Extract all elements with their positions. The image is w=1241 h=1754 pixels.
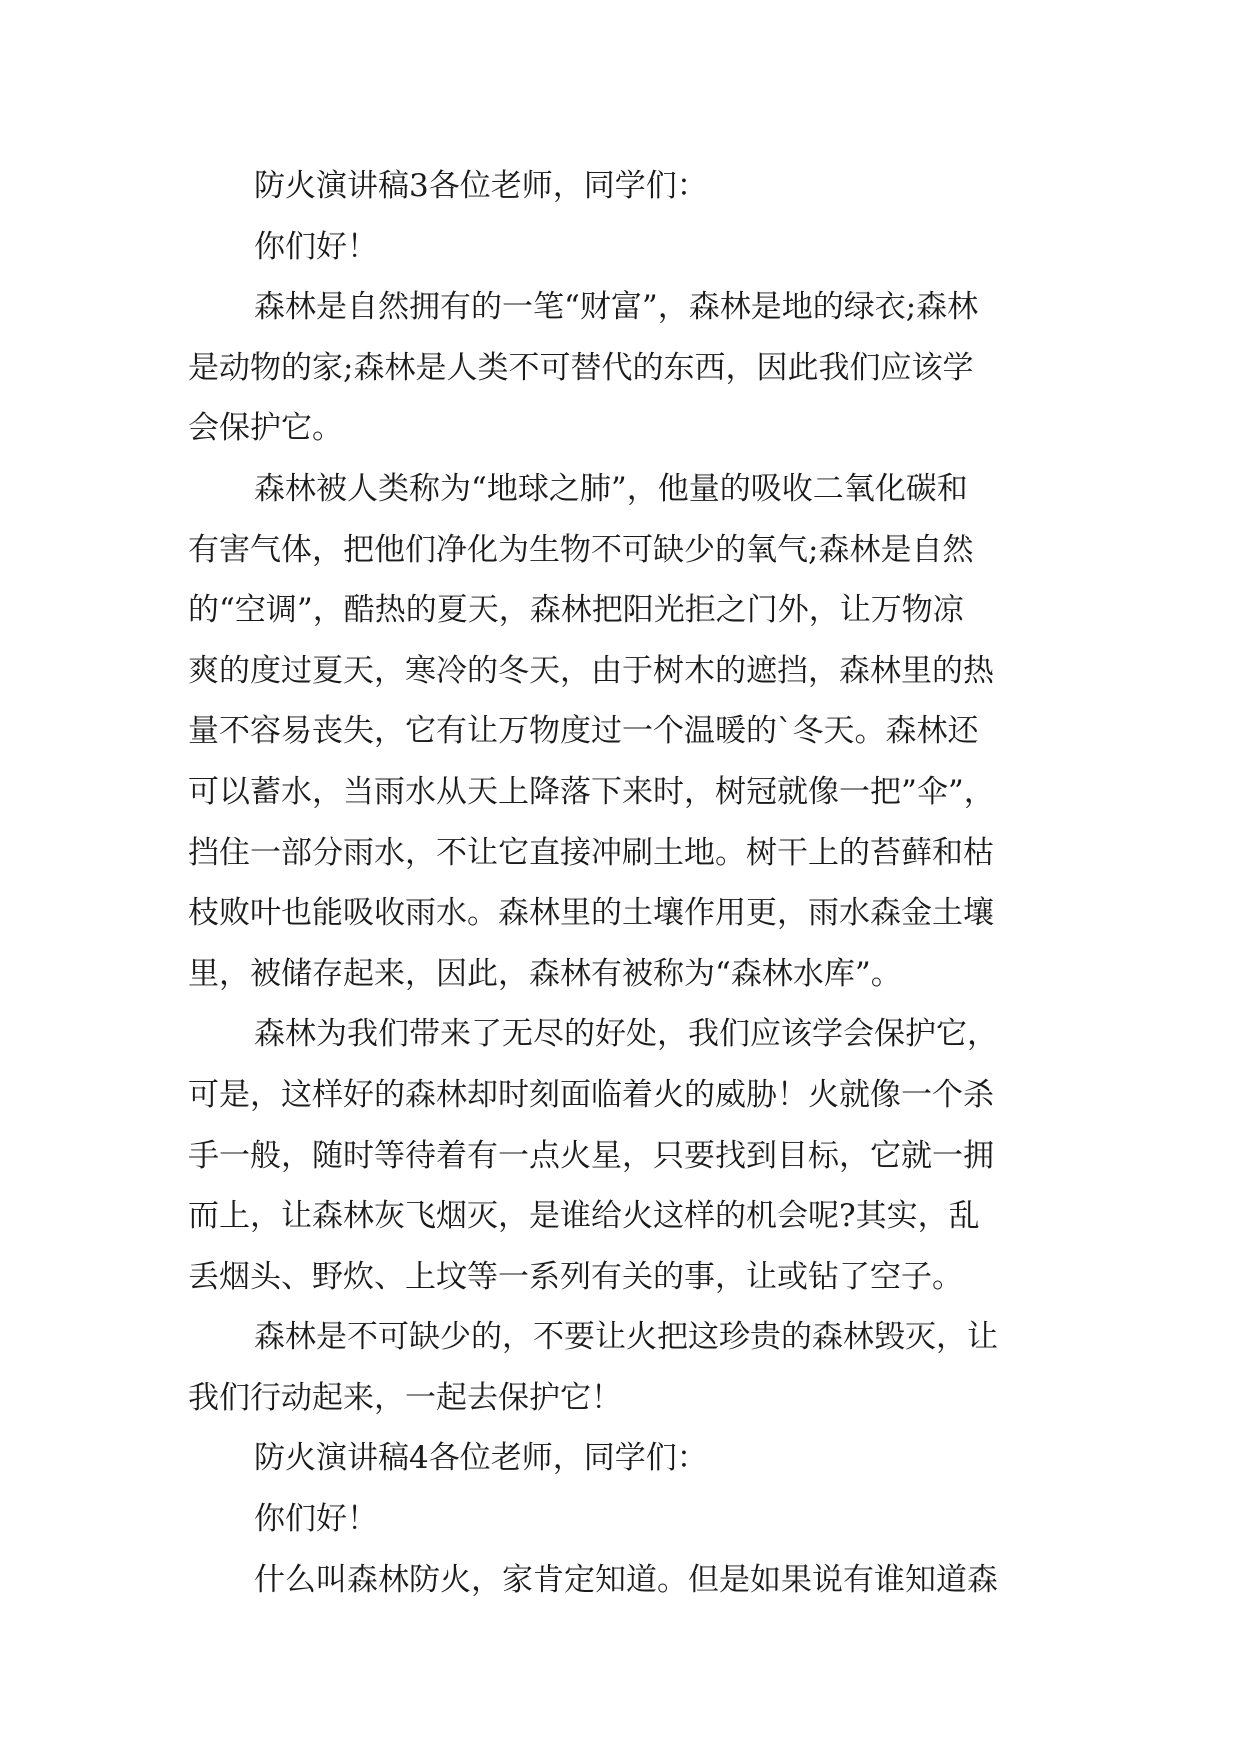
text-line: 的“空调”，酷热的夏天，森林把阳光拒之门外，让万物凉: [188, 592, 964, 629]
text-line: 森林是不可缺少的，不要让火把这珍贵的森林毁灭，让: [254, 1319, 998, 1356]
text-line: 手一般，随时等待着有一点火星，只要找到目标，它就一拥: [188, 1137, 994, 1174]
text-line: 丢烟头、野炊、上坟等一系列有关的事，让或钻了空子。: [188, 1258, 963, 1295]
text-line: 是动物的家;森林是人类不可替代的东西，因此我们应该学: [188, 349, 974, 386]
text-line: 你们好！: [254, 1501, 378, 1538]
text-line: 防火演讲稿4各位老师，同学们：: [254, 1440, 708, 1477]
text-line: 你们好！: [254, 228, 378, 265]
text-line: 爽的度过夏天，寒冷的冬天，由于树木的遮挡，森林里的热: [188, 652, 994, 689]
text-line: 会保护它。: [188, 410, 343, 447]
text-line: 森林为我们带来了无尽的好处，我们应该学会保护它，: [254, 1016, 998, 1053]
text-line: 可是，这样好的森林却时刻面临着火的威胁！火就像一个杀: [188, 1076, 994, 1113]
text-line: 里，被储存起来，因此，森林有被称为“森林水库”。: [188, 955, 902, 992]
text-line: 森林是自然拥有的一笔“财富”，森林是地的绿衣;森林: [254, 289, 979, 326]
text-line: 什么叫森林防火，家肯定知道。但是如果说有谁知道森: [254, 1561, 998, 1598]
text-line: 量不容易丧失，它有让万物度过一个温暖的`冬天。森林还: [188, 713, 979, 750]
text-line: 可以蓄水，当雨水从天上降落下来时，树冠就像一把”伞”，: [188, 773, 995, 810]
text-line: 森林被人类称为“地球之肺”，他量的吸收二氧化碳和: [254, 470, 968, 507]
text-line: 防火演讲稿3各位老师，同学们：: [254, 168, 708, 204]
text-line: 枝败叶也能吸收雨水。森林里的土壤作用更，雨水森金土壤: [188, 895, 994, 932]
text-line: 而上，让森林灰飞烟灭，是谁给火这样的机会呢?其实，乱: [188, 1198, 980, 1235]
text-line: 我们行动起来，一起去保护它！: [188, 1379, 622, 1416]
text-line: 有害气体，把他们净化为生物不可缺少的氧气;森林是自然: [188, 531, 974, 568]
document-body: [188, 156, 1068, 1610]
text-line: 挡住一部分雨水，不让它直接冲刷土地。树干上的苔藓和枯: [188, 834, 994, 871]
